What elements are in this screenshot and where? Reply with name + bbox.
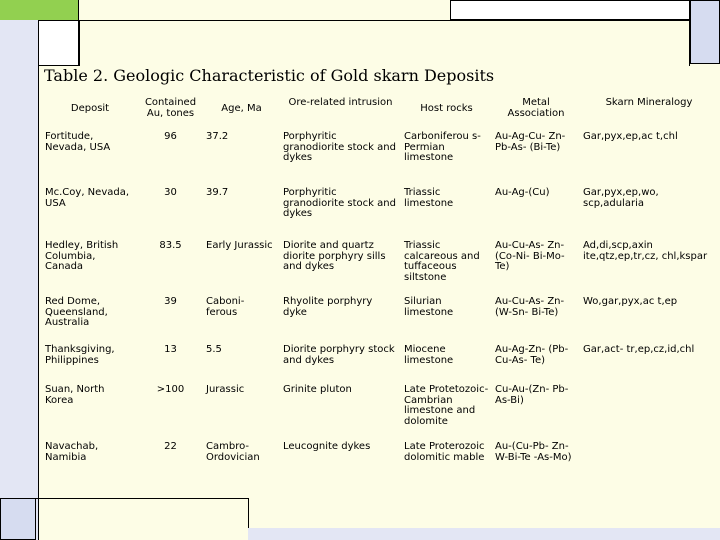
frame-panel xyxy=(248,528,720,540)
cell-intrusion: Diorite porphyry stock and dykes xyxy=(283,344,395,366)
cell-skarn-mineralogy: Gar,act- tr,ep,cz,id,chl xyxy=(583,344,695,355)
cell-intrusion: Diorite and quartz diorite porphyry sills and dykes xyxy=(283,240,386,272)
accent-square xyxy=(0,0,78,20)
frame-line xyxy=(78,0,79,66)
header-metal-association: Metal Association xyxy=(507,97,565,119)
cell-intrusion: Porphyritic granodiorite stock and dykes xyxy=(283,187,396,219)
cell-skarn-mineralogy: Wo,gar,pyx,ac t,ep xyxy=(583,296,678,307)
frame-box xyxy=(450,0,690,20)
cell-metal-association: Au-Ag-(Cu) xyxy=(495,187,550,198)
cell-age: 37.2 xyxy=(206,131,229,142)
cell-skarn-mineralogy: Gar,pyx,ep,wo, scp,adularia xyxy=(583,187,659,209)
cell-contained-au: 96 xyxy=(164,131,177,142)
cell-metal-association: Au-Ag-Zn- (Pb-Cu-As- Te) xyxy=(495,344,569,366)
cell-skarn-mineralogy: Gar,pyx,ep,ac t,chl xyxy=(583,131,678,142)
cell-intrusion: Leucognite dykes xyxy=(283,441,371,452)
header-host-rocks: Host rocks xyxy=(420,103,473,114)
cell-age: Cambro- Ordovician xyxy=(206,441,260,463)
cell-skarn-mineralogy xyxy=(580,442,718,492)
header-deposit: Deposit xyxy=(70,103,110,114)
cell-host-rocks: Silurian limestone xyxy=(404,296,454,318)
cell-deposit: Fortitude, Nevada, USA xyxy=(45,131,111,153)
cell-deposit: Mc.Coy, Nevada, USA xyxy=(45,187,130,209)
header-intrusion: Ore-related intrusion xyxy=(288,97,393,108)
cell-metal-association: Au-Cu-As- Zn-(Co-Ni- Bi-Mo-Te) xyxy=(495,240,565,272)
cell-metal-association: Cu-Au-(Zn- Pb-As-Bi) xyxy=(495,384,569,406)
cell-host-rocks: Late Proterozoic dolomitic mable xyxy=(404,441,485,463)
frame-line-left xyxy=(38,20,39,540)
cell-age: Caboni- ferous xyxy=(206,296,245,318)
cell-host-rocks: Triassic calcareous and tuffaceous siltstone xyxy=(404,240,480,283)
cell-host-rocks: Triassic limestone xyxy=(404,187,454,209)
cell-metal-association: Au-(Cu-Pb- Zn-W-Bi-Te -As-Mo) xyxy=(495,441,572,463)
header-age: Age, Ma xyxy=(221,103,262,114)
cell-metal-association: Au-Ag-Cu- Zn-Pb-As- (Bi-Te) xyxy=(495,131,566,153)
cell-deposit: Red Dome, Queensland, Australia xyxy=(45,296,108,328)
table-row xyxy=(42,132,718,188)
deposits-table xyxy=(42,96,718,492)
cell-contained-au: 30 xyxy=(164,187,177,198)
table-header-row xyxy=(42,96,718,132)
cell-metal-association: Au-Cu-As- Zn-(W-Sn- Bi-Te) xyxy=(495,296,565,318)
cell-deposit: Navachab, Namibia xyxy=(45,441,99,463)
cell-age: 5.5 xyxy=(206,344,222,355)
cell-deposit: Hedley, British Columbia, Canada xyxy=(45,240,119,272)
frame-panel xyxy=(0,20,38,540)
cell-contained-au: 13 xyxy=(164,344,177,355)
cell-host-rocks: Carboniferou s-Permian limestone xyxy=(404,131,481,163)
cell-deposit: Thanksgiving, Philippines xyxy=(45,344,115,366)
table-row xyxy=(42,385,718,442)
cell-contained-au: 39 xyxy=(164,296,177,307)
header-contained-au: Contained Au, tones xyxy=(144,97,197,119)
cell-age: Early Jurassic xyxy=(206,240,273,251)
table-row xyxy=(42,442,718,492)
cell-host-rocks: Late Protetozoic- Cambrian limestone and dolomite xyxy=(404,384,489,427)
table-row xyxy=(42,345,718,385)
table-row xyxy=(42,297,718,345)
table-row xyxy=(42,241,718,297)
cell-contained-au: 22 xyxy=(164,441,177,452)
cell-age: 39.7 xyxy=(206,187,229,198)
table-row xyxy=(42,188,718,241)
cell-skarn-mineralogy: Ad,di,scp,axin ite,qtz,ep,tr,cz, chl,kspar xyxy=(583,240,708,262)
frame-line-top xyxy=(0,20,720,21)
cell-contained-au: 83.5 xyxy=(159,240,182,251)
cell-intrusion: Porphyritic granodiorite stock and dykes xyxy=(283,131,396,163)
cell-intrusion: Rhyolite porphyry dyke xyxy=(283,296,373,318)
cell-skarn-mineralogy xyxy=(580,385,718,442)
header-skarn-mineralogy: Skarn Mineralogy xyxy=(605,97,693,108)
page-title: Table 2. Geologic Characteristic of Gold skarn Deposits xyxy=(44,66,495,85)
cell-deposit: Suan, North Korea xyxy=(45,384,105,406)
frame-line xyxy=(0,498,248,499)
frame-box xyxy=(38,20,80,66)
frame-box xyxy=(690,0,720,64)
frame-box xyxy=(0,498,36,540)
cell-intrusion: Grinite pluton xyxy=(283,384,352,395)
cell-age: Jurassic xyxy=(206,384,245,395)
cell-host-rocks: Miocene limestone xyxy=(404,344,454,366)
cell-contained-au: >100 xyxy=(156,384,185,395)
